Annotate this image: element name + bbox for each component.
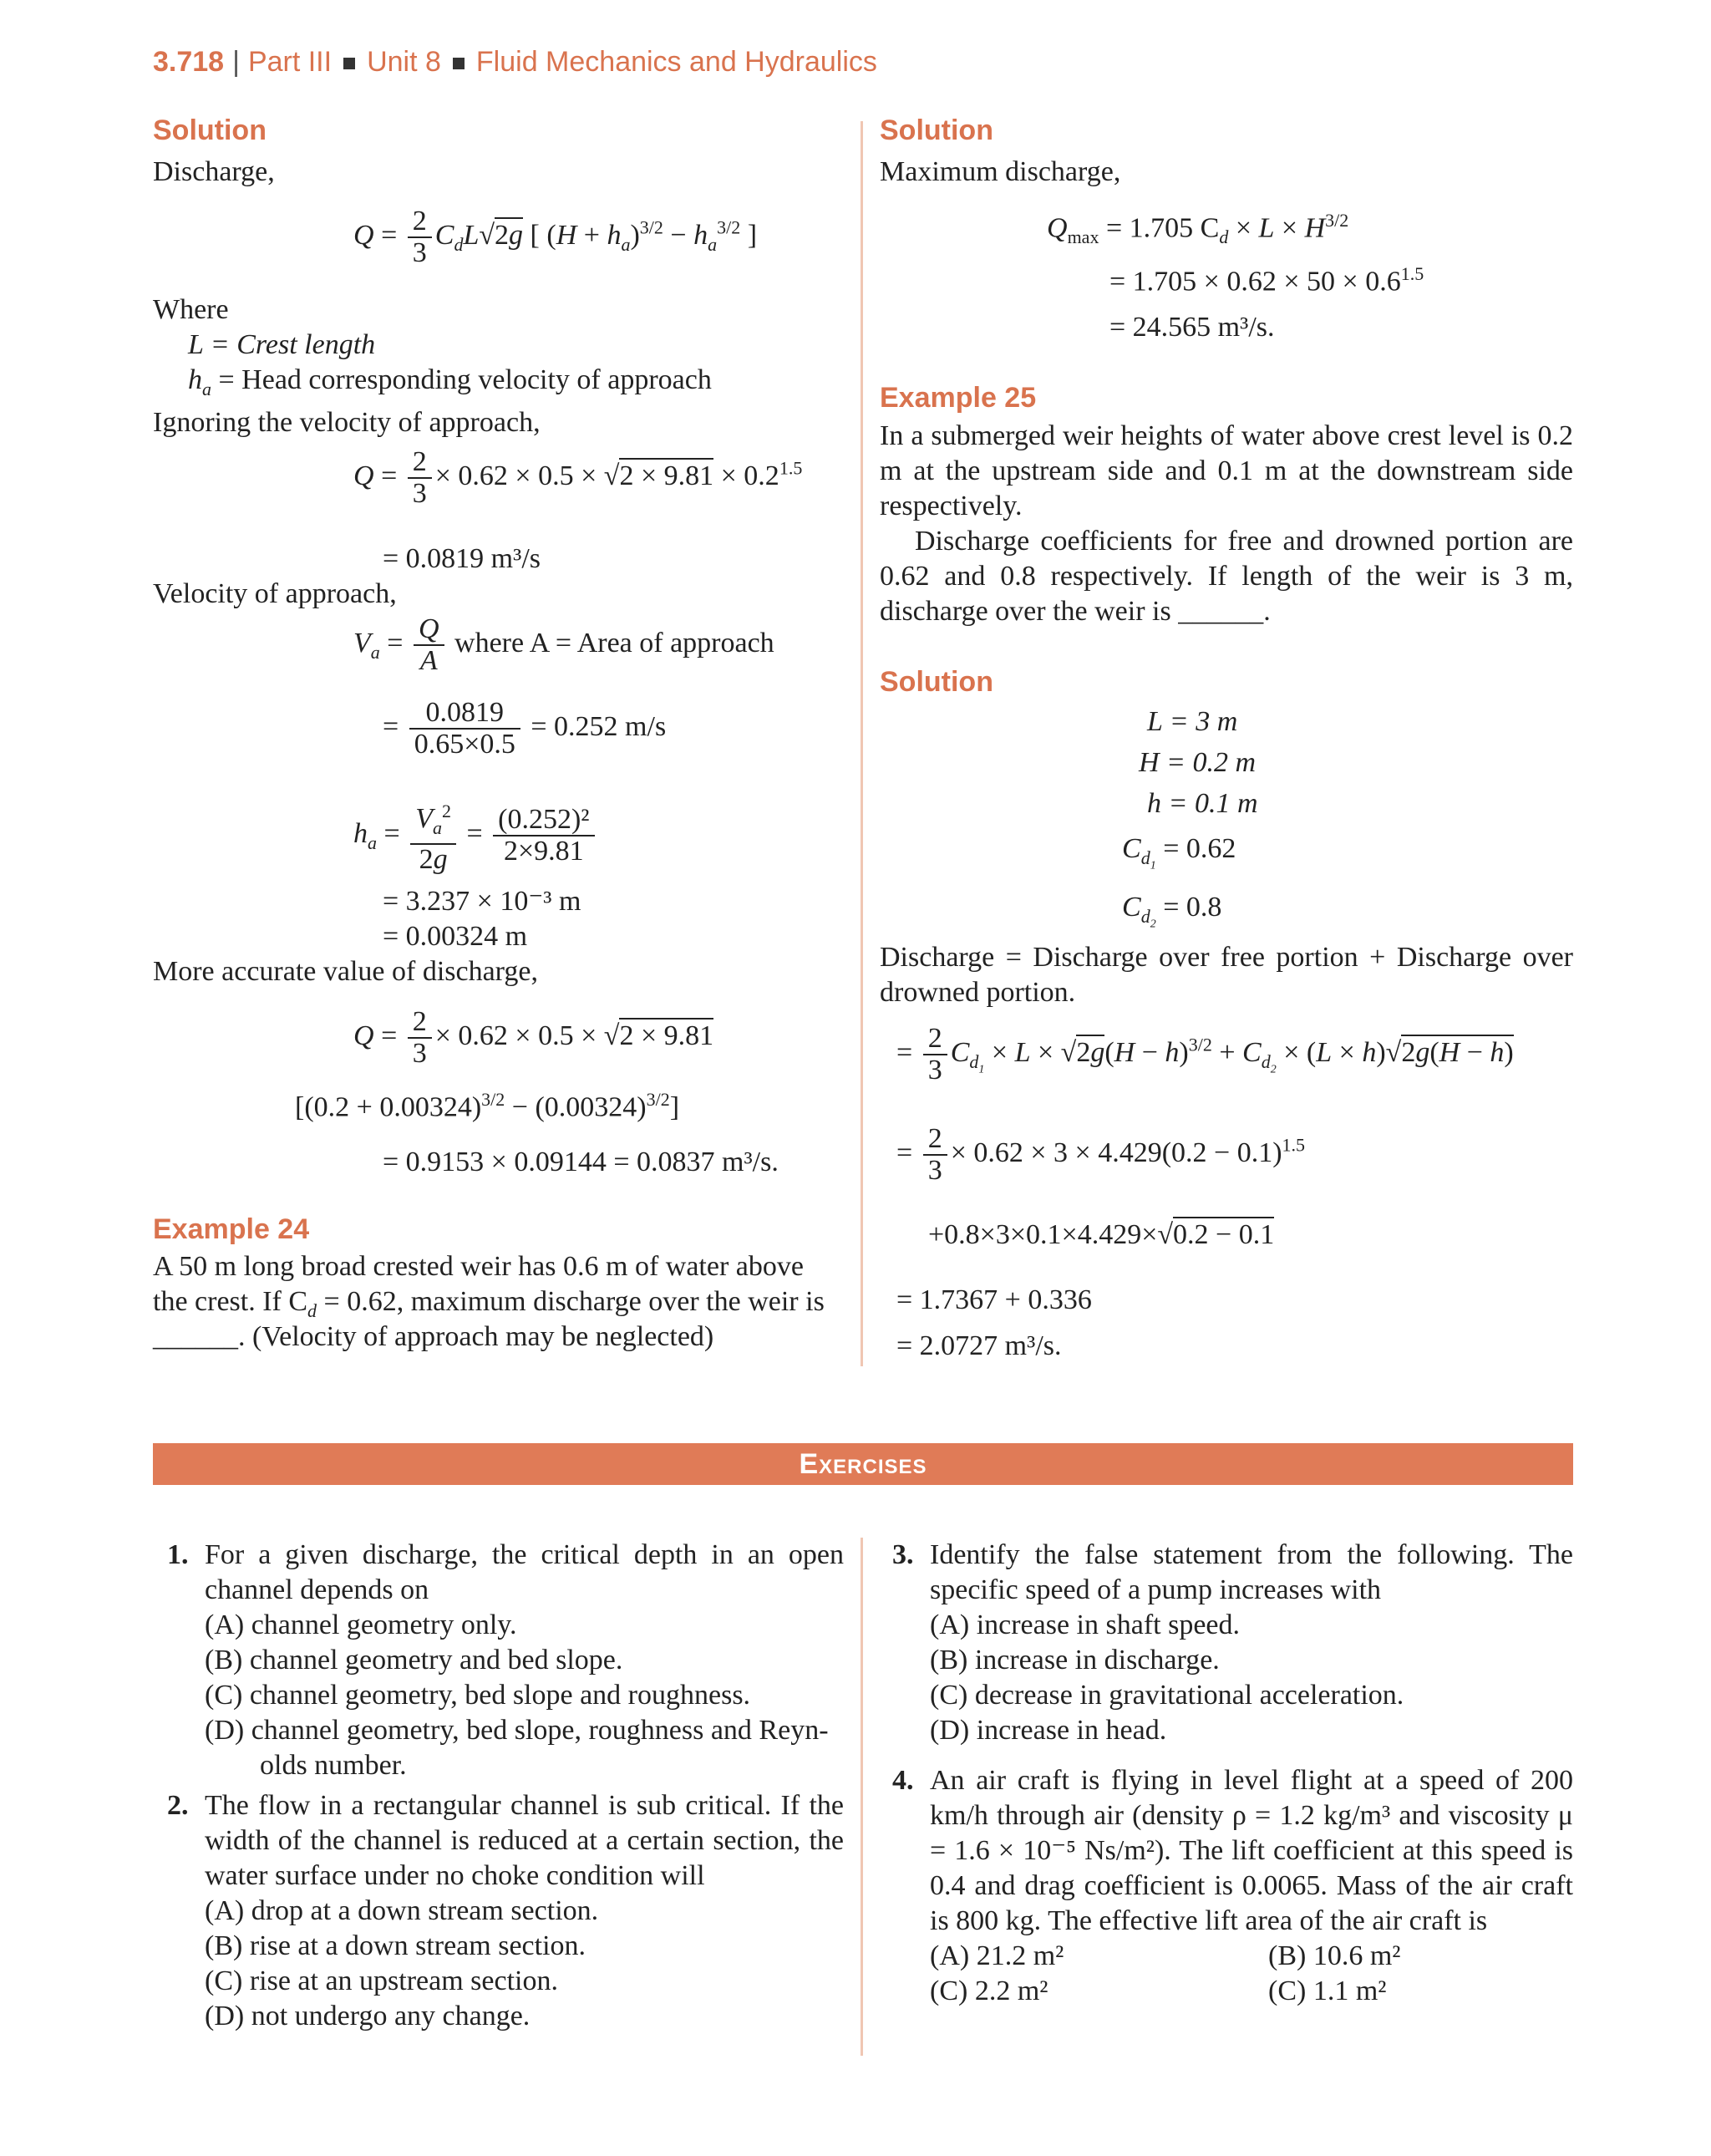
exercise-option: (A) 21.2 m² xyxy=(930,1940,1064,1971)
given-cd1-value: = 0.62 xyxy=(1163,833,1236,864)
qmax-result: = 24.565 m³/s. xyxy=(1109,312,1275,343)
exercise-options-row xyxy=(930,1939,1573,1974)
given-cd2: $C_{d_2} = 0.8$ xyxy=(1122,892,1222,931)
exercise-option: (A) increase in shaft speed. xyxy=(930,1609,1241,1640)
exercise-option: (C) rise at an upstream section. xyxy=(205,1965,558,1996)
header-separator: | xyxy=(232,46,240,78)
column-divider xyxy=(861,121,863,1366)
exercise-question xyxy=(930,1763,1573,2009)
exercise-option: (A) drop at a down stream section. xyxy=(205,1895,599,1926)
max-discharge-label: Maximum discharge, xyxy=(880,156,1121,187)
given-upstream-head: H = 0.2 m xyxy=(1139,747,1257,778)
example-24-line-3: ______. (Velocity of approach may be neglected) xyxy=(153,1321,714,1352)
qmax-line-2: = 1.705 × 0.62 × 50 × 0.6 xyxy=(1109,266,1401,297)
exercise-text: An air craft is flying in level flight at a speed of 200 km/h through air (density ρ = 1.2 kg/m³ and viscosity μ = 1.6 × 10⁻⁵ Ns/m²). The lift coefficient at this speed is 0.4 and drag coefficient is 0.0065. Mass of the air craft is 800 kg. The effective lift area of the air craft is xyxy=(930,1765,1573,1936)
velocity-formula: $V_a$ = $\frac{Q}{A}$ where A = Area of approach xyxy=(353,613,774,676)
submerged-calc-2-root: 0.2 − 0.1 xyxy=(1173,1217,1274,1250)
definition-head-velocity-text: = Head corresponding velocity of approach xyxy=(218,364,712,395)
discharge-calc-1: Q = $\frac{2}{3}$ × $0.62 \times 0.5 \times √2 \times 9.81 \times 0.2^{1.5}$ xyxy=(353,446,803,509)
column-divider xyxy=(861,1538,863,2056)
left-column xyxy=(153,113,846,1366)
solution-heading: Solution xyxy=(880,114,993,146)
definition-crest-length: L = Crest length xyxy=(188,329,376,360)
exercise-option: (D) channel geometry, bed slope, roughness and Reyn- xyxy=(205,1715,829,1746)
given-length: L = 3 m xyxy=(1147,706,1238,737)
more-accurate-label: More accurate value of discharge, xyxy=(153,956,538,987)
square-bullet-icon xyxy=(453,58,465,69)
page-number: 3.718 xyxy=(153,46,225,78)
example-24-line-1: A 50 m long broad crested weir has 0.6 m of water above xyxy=(153,1251,804,1282)
right-column xyxy=(880,113,1575,1366)
exercise-option: (B) channel geometry and bed slope. xyxy=(205,1645,623,1675)
exercise-question xyxy=(205,1788,844,2034)
example-24-line-2: the crest. If $C_d = 0.62$, maximum discharge over the weir is xyxy=(153,1286,825,1321)
solution-heading: Solution xyxy=(880,666,993,698)
submerged-calc-3: = 1.7367 + 0.336 xyxy=(896,1284,1092,1315)
exercise-option: (D) not undergo any change. xyxy=(205,2001,531,2031)
header-subject: Fluid Mechanics and Hydraulics xyxy=(475,46,877,78)
discharge-result-1: = 0.0819 m³/s xyxy=(383,543,541,574)
exercise-number: 2. xyxy=(167,1790,189,1821)
velocity-result: = 0.252 m/s xyxy=(531,710,667,742)
ha-calc: $h_a$ = $\frac{V_a^2}{2g}$ = $\frac{\text{(0.252)²}}{2\times 9.81}$ xyxy=(353,796,598,875)
exercise-option: (C) channel geometry, bed slope and roughness. xyxy=(205,1680,751,1711)
discharge-definition: Discharge = Discharge over free portion + Discharge over drowned portion. xyxy=(880,942,1573,1008)
submerged-result: = 2.0727 m³/s. xyxy=(896,1330,1062,1361)
submerged-formula: = $\frac{2}{3}$ $C_{d_1} \times L \times √2g(H - h)^{3/2} + C_{d_2} \times (L \times h)√2g(H - h)$ xyxy=(896,1023,1514,1086)
header-part: Part III xyxy=(247,46,333,78)
submerged-calc-2: +0.8×3×0.1×4.429×√0.2 − 0.1 xyxy=(928,1218,1274,1253)
example-24-text-b: = 0.62, maximum discharge over the weir is xyxy=(323,1286,825,1317)
discharge-result-2: = 0.9153 × 0.09144 = 0.0837 m³/s. xyxy=(383,1147,779,1177)
exercises-heading: Exercises xyxy=(153,1443,1573,1485)
example-24-heading: Example 24 xyxy=(153,1213,310,1245)
exercise-number: 1. xyxy=(167,1539,189,1570)
discharge-label: Discharge, xyxy=(153,156,275,187)
area-note: where A = Area of approach xyxy=(454,627,774,658)
solution-heading: Solution xyxy=(153,114,267,146)
submerged-calc-2-text: +0.8×3×0.1×4.429× xyxy=(928,1219,1158,1250)
velocity-numerator: 0.0819 xyxy=(409,698,520,730)
exercise-number: 3. xyxy=(892,1539,914,1570)
discharge-formula: Q = $\frac{2}{3}$ $C_dL√2g$ [ $(H + h_a)^{3/2} - h_a^{3/2}$ ] xyxy=(353,206,758,268)
qmax-calc: = $1.705 \times 0.62 \times 50 \times 0.6^{1.5}$ xyxy=(1109,263,1424,297)
given-cd1: $C_{d_1} = 0.62$ xyxy=(1122,833,1236,872)
qmax-line-1: = 1.705 C xyxy=(1105,212,1220,244)
exercise-option: (A) channel geometry only. xyxy=(205,1609,517,1640)
square-bullet-icon xyxy=(343,58,355,69)
velocity-denominator: 0.65×0.5 xyxy=(414,729,515,760)
ignoring-label: Ignoring the velocity of approach, xyxy=(153,407,541,438)
ha-result-2: = 0.00324 m xyxy=(383,921,528,952)
exercise-question xyxy=(205,1538,844,1783)
running-header xyxy=(153,46,877,79)
exercise-text: For a given discharge, the critical depth in an open channel depends on xyxy=(205,1539,844,1605)
definition-head-velocity: $h_a$ = Head corresponding velocity of approach xyxy=(188,364,712,399)
exercise-options-row xyxy=(930,1974,1573,2009)
exercise-option: (D) increase in head. xyxy=(930,1715,1167,1746)
exercise-option: (C) 1.1 m² xyxy=(1268,1975,1387,2006)
exercise-option: (C) decrease in gravitational acceleration. xyxy=(930,1680,1404,1711)
example-24-text-a: the crest. If C xyxy=(153,1286,308,1317)
exercise-option: (B) 10.6 m² xyxy=(1268,1940,1401,1971)
example-25-heading: Example 25 xyxy=(880,382,1037,414)
example-25-paragraph-1: In a submerged weir heights of water above crest level is 0.2 m at the upstream side and 0.1 m at the downstream side respectively. xyxy=(880,420,1573,521)
discharge-calc-2: Q = $\frac{2}{3}$ × 0.62 × 0.5 × √2 × 9.81 xyxy=(353,1006,714,1069)
exercise-option: (C) 2.2 m² xyxy=(930,1975,1048,2006)
ha-numerator: (0.252)² xyxy=(493,805,594,836)
ha-result-1: = 3.237 × 10⁻³ m xyxy=(383,886,581,917)
exercise-option: (B) increase in discharge. xyxy=(930,1645,1220,1675)
discharge-calc-2-bracket: $[(0.2 + 0.00324)^{3/2} - (0.00324)^{3/2}]$ xyxy=(295,1089,680,1123)
where-label: Where xyxy=(153,294,229,325)
given-cd2-value: = 0.8 xyxy=(1163,892,1222,923)
given-downstream-head: h = 0.1 m xyxy=(1147,788,1258,819)
velocity-label: Velocity of approach, xyxy=(153,578,397,609)
exercise-text: The flow in a rectangular channel is sub critical. If the width of the channel is reduced at a certain section, the water surface under no choke condition will xyxy=(205,1790,844,1891)
exercise-text: Identify the false statement from the following. The specific speed of a pump increases with xyxy=(930,1539,1573,1605)
submerged-calc-1: = $\frac{2}{3}$ × $0.62 \times 3 \times 4.429(0.2 - 0.1)^{1.5}$ xyxy=(896,1123,1306,1186)
exercise-question xyxy=(930,1538,1573,1748)
ha-denominator: 2×9.81 xyxy=(503,836,584,867)
exercise-number: 4. xyxy=(892,1765,914,1796)
exercise-option-continued: olds number. xyxy=(260,1750,407,1781)
velocity-calc: = $\frac{0.0819}{0.65\times 0.5}$ = 0.252 m/s xyxy=(383,697,667,760)
exercise-option: (B) rise at a down stream section. xyxy=(205,1930,586,1961)
qmax-formula: $Q_{max} = 1.705$ $C_d \times L \times H^{3/2}$ xyxy=(1047,210,1349,248)
example-25-paragraph-2: Discharge coefficients for free and drowned portion are 0.62 and 0.8 respectively. If length of the weir is 3 m, discharge over the weir is ______. xyxy=(880,526,1573,627)
header-unit: Unit 8 xyxy=(367,46,441,78)
